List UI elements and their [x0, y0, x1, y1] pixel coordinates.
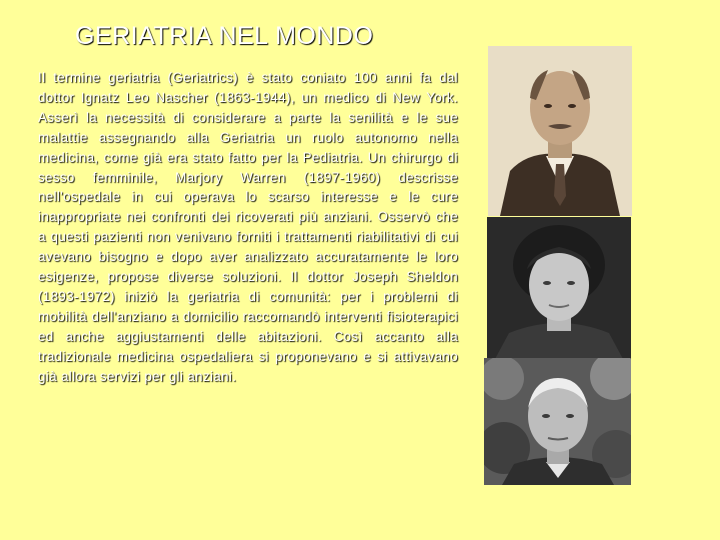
slide-title: GERIATRIA NEL MONDO	[75, 22, 374, 50]
portrait-photo-warren	[487, 217, 631, 359]
portrait-photo-sheldon	[484, 358, 631, 485]
portrait-photo-nascher	[488, 46, 632, 216]
slide-body-text: Il termine geriatria (Geriatrics) è stato coniato 100 anni fa dal dottor Ignatz Leo Nascher (1863-1944), un medico di New York. Asserì la necessità di considerare a parte la senilità e le sue malattie assegnando alla Geriatria un ruolo autonomo nella medicina, come già era stato fatto per la Pediatria. Un chirurgo di sesso femminile, Marjory Warren (1897-1960) descrisse nell'ospedale in cui operava lo scarso interesse e le cure inappropriate nei confronti dei ricoverati più anziani. Osservò che a questi pazienti non venivano forniti i trattamenti riabilitativi di cui avevano bisogno e dopo aver analizzato accuratamente le loro esigenze, propose diverse soluzioni. Il dottor Joseph Sheldon (1893-1972) iniziò la geriatria di comunità: per i problemi di mobilità dell'anziano a domicilio raccomandò interventi fisioterapici ed anche aggiustamenti delle abitazioni. Così accanto alla tradizionale medicina ospedaliera si proponevano e si attivavano già allora servizi per gli anziani.	[38, 70, 458, 384]
